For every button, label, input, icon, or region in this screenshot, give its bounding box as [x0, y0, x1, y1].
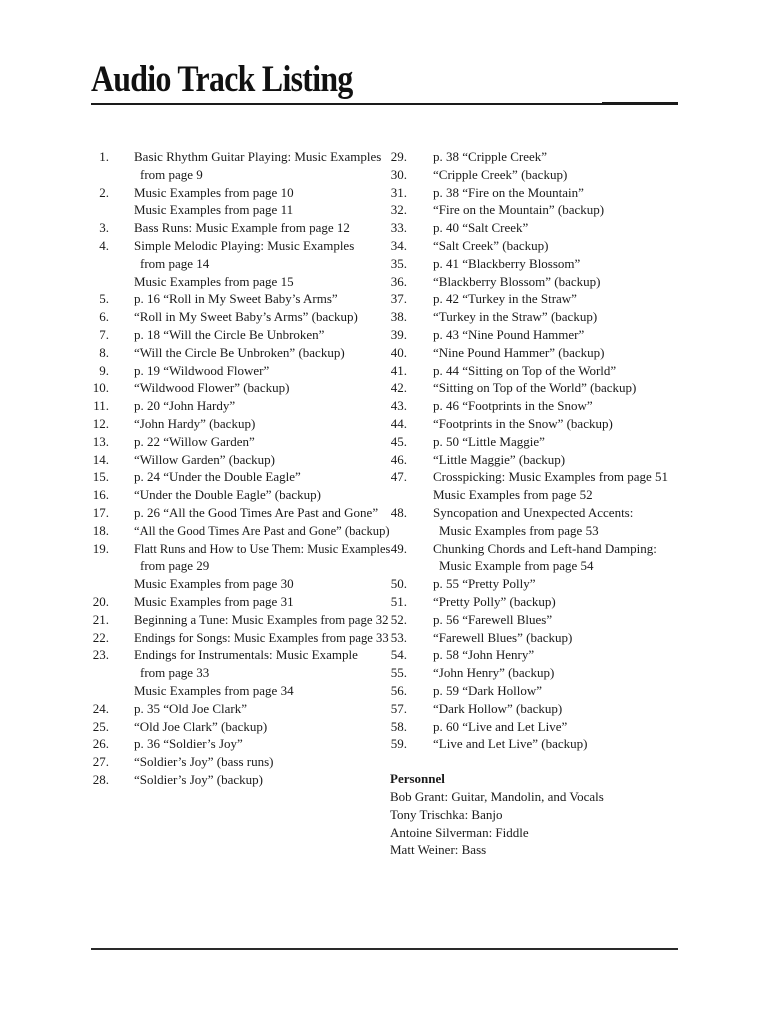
track-title: p. 19 “Wildwood Flower”: [134, 362, 270, 378]
track-number: 38.: [390, 309, 407, 325]
track-row: [390, 201, 690, 219]
track-number: 6.: [99, 309, 109, 325]
track-row-continuation: [390, 557, 690, 575]
track-row: [390, 700, 690, 718]
track-number: 8.: [99, 344, 109, 360]
track-title: p. 38 “Fire on the Mountain”: [433, 184, 584, 200]
track-number: 46.: [390, 451, 407, 467]
footer-rule: [91, 948, 678, 950]
track-row-continuation: [390, 486, 690, 504]
track-row: [92, 522, 388, 540]
track-number: [92, 255, 109, 273]
track-title: “John Hardy” (backup): [134, 415, 256, 431]
track-title: p. 35 “Old Joe Clark”: [134, 700, 248, 716]
track-title: Music Examples from page 31: [134, 593, 294, 609]
track-title: “Cripple Creek” (backup): [433, 166, 568, 182]
track-row: [390, 735, 690, 753]
track-number: 56.: [390, 682, 407, 698]
track-number: 50.: [390, 576, 407, 592]
track-title: p. 56 “Farewell Blues”: [433, 611, 553, 627]
track-row-continuation: [92, 201, 388, 219]
track-number: [92, 557, 109, 575]
track-number: 17.: [92, 504, 109, 520]
track-number: 41.: [390, 362, 407, 378]
track-title: “Sitting on Top of the World” (backup): [433, 380, 637, 396]
track-title: “Footprints in the Snow” (backup): [433, 415, 613, 431]
track-row: [390, 682, 690, 700]
track-number: 36.: [390, 273, 407, 289]
track-title: Simple Melodic Playing: Music Examples: [134, 237, 355, 253]
track-row: [92, 700, 388, 718]
track-row: [390, 237, 690, 255]
track-number: [92, 273, 109, 291]
track-row: [390, 575, 690, 593]
track-title: “Pretty Polly” (backup): [433, 593, 556, 609]
track-number: 2.: [99, 184, 109, 200]
track-title: “Salt Creek” (backup): [433, 237, 549, 253]
track-title: p. 40 “Salt Creek”: [433, 220, 529, 236]
track-title: “Willow Garden” (backup): [134, 451, 275, 467]
track-row: [92, 308, 388, 326]
track-title: Music Examples from page 52: [433, 487, 593, 503]
track-number: 15.: [92, 469, 109, 485]
track-row-continuation: [92, 682, 388, 700]
track-title: “Turkey in the Straw” (backup): [433, 309, 598, 325]
track-row: [92, 290, 388, 308]
track-title: “Old Joe Clark” (backup): [134, 718, 268, 734]
track-row: [92, 771, 388, 789]
track-number: 32.: [390, 202, 407, 218]
track-number: 47.: [390, 469, 407, 485]
track-row: [390, 664, 690, 682]
track-number: [390, 486, 407, 504]
track-row: [92, 326, 388, 344]
track-title: p. 20 “John Hardy”: [134, 398, 236, 414]
track-title: Music Examples from page 34: [134, 682, 294, 698]
track-row: [390, 273, 690, 291]
title-rule-accent: [602, 102, 678, 105]
track-number: [92, 682, 109, 700]
track-title: “Farewell Blues” (backup): [433, 629, 573, 645]
track-number: 49.: [390, 540, 407, 556]
track-row: [92, 753, 388, 771]
track-title: “Nine Pound Hammer” (backup): [433, 344, 605, 360]
track-row: [92, 629, 388, 647]
track-title: Syncopation and Unexpected Accents:: [433, 504, 634, 520]
track-number: 1.: [99, 149, 109, 164]
track-row: [390, 184, 690, 202]
track-title: “Wildwood Flower” (backup): [134, 380, 290, 396]
track-number: 3.: [99, 220, 109, 236]
track-number: 51.: [390, 593, 407, 609]
track-row: [390, 540, 690, 558]
track-number: 44.: [390, 415, 407, 431]
track-title: Music Examples from page 10: [134, 184, 294, 200]
track-number: 27.: [92, 754, 109, 770]
track-row: [390, 219, 690, 237]
track-title: Endings for Instrumentals: Music Example: [134, 647, 358, 663]
track-title: p. 42 “Turkey in the Straw”: [433, 291, 577, 307]
track-row: [92, 148, 388, 166]
track-number: [92, 201, 109, 219]
track-row: [92, 646, 388, 664]
track-title: “Live and Let Live” (backup): [433, 736, 588, 752]
track-title: p. 24 “Under the Double Eagle”: [134, 469, 301, 485]
track-row-continuation: [92, 557, 388, 575]
track-number: 48.: [390, 504, 407, 520]
track-number: 24.: [92, 700, 109, 716]
track-title: Music Examples from page 15: [134, 273, 294, 289]
track-number: 16.: [92, 487, 109, 503]
track-title: p. 18 “Will the Circle Be Unbroken”: [134, 326, 325, 342]
track-title: p. 26 “All the Good Times Are Past and Gone”: [134, 504, 379, 520]
track-title: Music Example from page 54: [439, 558, 594, 574]
track-title: Beginning a Tune: Music Examples from page 32: [134, 611, 389, 627]
track-number: 52.: [390, 611, 407, 627]
track-row: [390, 611, 690, 629]
track-title: Music Examples from page 11: [134, 202, 294, 218]
track-row: [92, 219, 388, 237]
track-number: 45.: [390, 433, 407, 449]
track-number: 11.: [93, 398, 109, 414]
track-row: [92, 486, 388, 504]
track-number: 10.: [92, 380, 109, 396]
track-list-right-column: [390, 148, 690, 753]
personnel-member: Matt Weiner: Bass: [390, 842, 487, 858]
track-title: Endings for Songs: Music Examples from page 33: [134, 629, 389, 645]
personnel-member: Tony Trischka: Banjo: [390, 806, 503, 822]
track-row: [390, 397, 690, 415]
track-row: [92, 379, 388, 397]
track-number: 35.: [390, 255, 407, 271]
track-row: [92, 718, 388, 736]
track-title: p. 36 “Soldier’s Joy”: [134, 736, 243, 752]
track-row: [390, 290, 690, 308]
track-row: [92, 362, 388, 380]
track-row: [92, 593, 388, 611]
track-title: “Under the Double Eagle” (backup): [134, 487, 321, 503]
track-number: 12.: [92, 415, 109, 431]
track-number: 40.: [390, 344, 407, 360]
track-row: [92, 415, 388, 433]
track-row: [92, 611, 388, 629]
track-row: [390, 718, 690, 736]
track-title: p. 46 “Footprints in the Snow”: [433, 398, 593, 414]
track-title: Music Examples from page 30: [134, 576, 294, 592]
track-number: 43.: [390, 398, 407, 414]
track-title: “Will the Circle Be Unbroken” (backup): [134, 344, 345, 360]
track-title: p. 41 “Blackberry Blossom”: [433, 255, 581, 271]
track-number: 14.: [92, 451, 109, 467]
track-number: 30.: [390, 166, 407, 182]
personnel-member: Antoine Silverman: Fiddle: [390, 824, 529, 840]
track-number: [390, 557, 407, 575]
track-row: [390, 308, 690, 326]
track-number: 29.: [390, 149, 407, 164]
track-row: [92, 344, 388, 362]
track-row-continuation: [92, 273, 388, 291]
track-number: [92, 664, 109, 682]
track-row: [390, 255, 690, 273]
track-title: Flatt Runs and How to Use Them: Music Examples: [134, 540, 391, 556]
track-row: [92, 397, 388, 415]
track-title: p. 59 “Dark Hollow”: [433, 682, 543, 698]
track-row: [92, 468, 388, 486]
track-number: 26.: [92, 736, 109, 752]
track-row: [390, 148, 690, 166]
track-number: 28.: [92, 771, 109, 787]
track-title: p. 38 “Cripple Creek”: [433, 149, 548, 164]
track-list-left-column: [92, 148, 391, 789]
track-number: 42.: [390, 380, 407, 396]
track-title: from page 9: [140, 166, 203, 182]
track-title: Crosspicking: Music Examples from page 51: [433, 469, 669, 485]
track-number: 37.: [390, 291, 407, 307]
track-row: [390, 629, 690, 647]
personnel-heading: Personnel: [390, 771, 445, 786]
track-number: 5.: [99, 291, 109, 307]
track-row: [92, 504, 388, 522]
track-row: [390, 451, 690, 469]
track-title: p. 43 “Nine Pound Hammer”: [433, 326, 585, 342]
track-row: [92, 184, 388, 202]
track-title: p. 44 “Sitting on Top of the World”: [433, 362, 617, 378]
track-row-continuation: [390, 522, 690, 540]
track-row: [92, 237, 388, 255]
track-title: Basic Rhythm Guitar Playing: Music Examples: [134, 149, 382, 164]
track-row: [390, 415, 690, 433]
page-title: Audio Track Listing: [91, 59, 353, 100]
track-title: from page 33: [140, 665, 210, 681]
track-number: 31.: [390, 184, 407, 200]
track-title: “Soldier’s Joy” (backup): [134, 771, 264, 787]
track-row-continuation: [92, 575, 388, 593]
track-number: 55.: [390, 665, 407, 681]
track-title: “Soldier’s Joy” (bass runs): [134, 754, 274, 770]
track-number: 23.: [92, 647, 109, 663]
track-row-continuation: [92, 255, 388, 273]
track-title: p. 16 “Roll in My Sweet Baby’s Arms”: [134, 291, 338, 307]
title-rule: [91, 103, 678, 105]
track-row: [390, 468, 690, 486]
track-title: p. 50 “Little Maggie”: [433, 433, 545, 449]
track-title: p. 22 “Willow Garden”: [134, 433, 255, 449]
personnel-member: Bob Grant: Guitar, Mandolin, and Vocals: [390, 789, 604, 804]
track-row: [390, 326, 690, 344]
track-title: from page 14: [140, 255, 210, 271]
track-title: p. 55 “Pretty Polly”: [433, 576, 536, 592]
track-number: 53.: [390, 629, 407, 645]
track-number: 22.: [92, 629, 109, 645]
track-number: 58.: [390, 718, 407, 734]
track-row: [390, 433, 690, 451]
track-number: 57.: [390, 700, 407, 716]
track-number: [92, 166, 109, 184]
track-number: 33.: [390, 220, 407, 236]
track-title: “Roll in My Sweet Baby’s Arms” (backup): [134, 309, 358, 325]
track-row: [92, 433, 388, 451]
track-title: “Fire on the Mountain” (backup): [433, 202, 605, 218]
track-title: “Blackberry Blossom” (backup): [433, 273, 601, 289]
track-row: [390, 646, 690, 664]
track-row: [92, 451, 388, 469]
track-title: from page 29: [140, 558, 210, 574]
track-number: 4.: [99, 237, 109, 253]
track-title: “Little Maggie” (backup): [433, 451, 566, 467]
track-title: “John Henry” (backup): [433, 665, 555, 681]
track-number: [390, 522, 407, 540]
track-number: 25.: [92, 718, 109, 734]
track-number: 13.: [92, 433, 109, 449]
track-number: 9.: [99, 362, 109, 378]
track-title: Chunking Chords and Left-hand Damping:: [433, 540, 657, 556]
track-title: Bass Runs: Music Example from page 12: [134, 220, 350, 236]
track-row: [390, 362, 690, 380]
track-row: [390, 166, 690, 184]
personnel-section: [390, 770, 604, 859]
track-row: [390, 593, 690, 611]
track-number: 59.: [390, 736, 407, 752]
track-number: 18.: [92, 522, 109, 538]
track-number: 39.: [390, 326, 407, 342]
track-number: [92, 575, 109, 593]
track-row: [390, 504, 690, 522]
track-number: 7.: [99, 326, 109, 342]
track-number: 21.: [92, 611, 109, 627]
track-number: 19.: [92, 540, 109, 556]
track-row: [390, 379, 690, 397]
track-title: Music Examples from page 53: [439, 522, 599, 538]
track-number: 20.: [92, 593, 109, 609]
track-title: “All the Good Times Are Past and Gone” (backup): [134, 522, 390, 538]
track-row: [92, 540, 391, 558]
track-number: 54.: [390, 647, 407, 663]
track-title: p. 60 “Live and Let Live”: [433, 718, 568, 734]
track-row: [92, 735, 388, 753]
track-row: [390, 344, 690, 362]
track-row-continuation: [92, 166, 388, 184]
track-title: “Dark Hollow” (backup): [433, 700, 563, 716]
track-number: 34.: [390, 237, 407, 253]
track-title: p. 58 “John Henry”: [433, 647, 535, 663]
track-row-continuation: [92, 664, 388, 682]
